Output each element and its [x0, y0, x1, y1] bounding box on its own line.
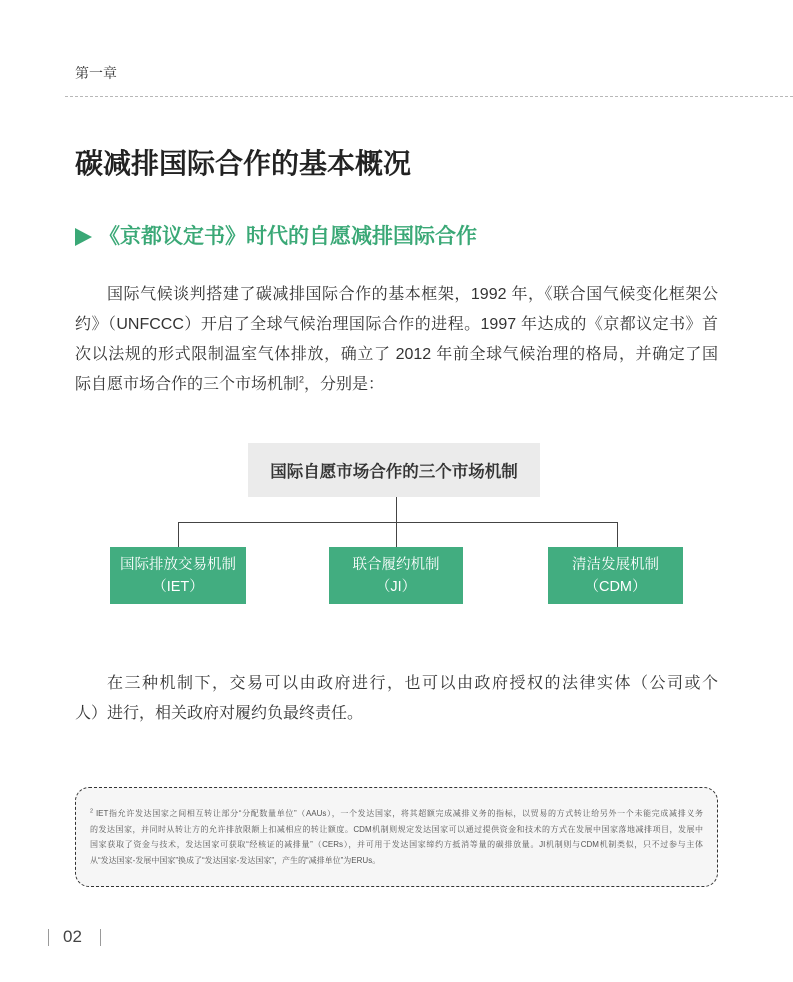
section-heading-text: 《京都议定书》时代的自愿减排国际合作: [99, 225, 477, 248]
mechanism-abbr: （IET）: [152, 578, 204, 595]
footnote-line: [90, 806, 703, 822]
mechanism-box-iet: [110, 547, 246, 604]
footnote-reference: 2: [299, 374, 305, 385]
connector-line: [178, 522, 179, 547]
page-number: 02: [63, 927, 82, 946]
mechanism-name: 联合履约机制: [352, 556, 440, 573]
page-number-bar: [100, 929, 101, 946]
footnote-line: 国家获取了资金与技术，发达国家可获取“经核证的减排量”（CERs），并可用于发达国家缔约方抵消等量的碳排放量。JI机制则与CDM机制类似，只不过参与主体: [90, 840, 703, 849]
chapter-label: 第一章: [75, 65, 117, 81]
paragraph-line: 约》（UNFCCC）开启了全球气候治理国际合作的进程。1997 年达成的《京都议定书》首: [75, 316, 718, 333]
page-title: 碳减排国际合作的基本概况: [75, 148, 412, 179]
mechanism-box-cdm: [548, 547, 683, 604]
header-divider: [65, 96, 793, 97]
triangle-right-icon: [75, 228, 92, 246]
connector-line: [396, 522, 397, 547]
footnote-line: 的发达国家，并同时从转让方的允许排放限额上扣减相应的转让额度。CDM机制则规定发达国家可以通过提供资金和技术的方式在发展中国家落地减排项目，发展中: [90, 824, 703, 834]
mechanism-abbr: （CDM）: [584, 578, 647, 595]
diagram-root-box: 国际自愿市场合作的三个市场机制: [248, 443, 540, 497]
paragraph-line: 人）进行，相关政府对履约负最终责任。: [75, 705, 364, 722]
paragraph-line: [75, 370, 718, 400]
paragraph-line: 次以法规的形式限制温室气体排放，确立了 2012 年前全球气候治理的格局，并确定了国: [75, 346, 718, 363]
paragraph-line-text: 际自愿市场合作的三个市场机制: [75, 376, 300, 393]
connector-line: [178, 522, 618, 523]
mechanism-name: 国际排放交易机制: [120, 556, 236, 573]
connector-line: [396, 497, 397, 522]
connector-line: [617, 522, 618, 547]
paragraph-line-tail: ，分别是：: [304, 376, 385, 393]
mechanism-name: 清洁发展机制: [572, 556, 659, 573]
footnote-marker: 2: [90, 808, 94, 815]
section-heading: [75, 222, 477, 252]
mechanism-abbr: （JI）: [375, 578, 417, 595]
footnote-line: 从“发达国家-发展中国家”换成了“发达国家-发达国家”，产生的“减排单位”为ERUs。: [90, 855, 381, 865]
mechanism-box-ji: [329, 547, 463, 604]
footnote-box: [75, 787, 718, 887]
paragraph-mechanisms: [75, 669, 718, 729]
footnote-line-text: IET指允许发达国家之间相互转让部分“分配数量单位”（AAUs），一个发达国家，将其超额完成减排义务的指标，以贸易的方式转让给另外一个未能完成减排义务: [95, 809, 703, 818]
paragraph-line: 国际气候谈判搭建了碳减排国际合作的基本框架，1992 年，《联合国气候变化框架公: [107, 286, 718, 303]
paragraph-line: 在三种机制下，交易可以由政府进行，也可以由政府授权的法律实体（公司或个: [107, 675, 718, 692]
paragraph-intro: [75, 280, 718, 400]
page-number-bar: [48, 929, 49, 946]
